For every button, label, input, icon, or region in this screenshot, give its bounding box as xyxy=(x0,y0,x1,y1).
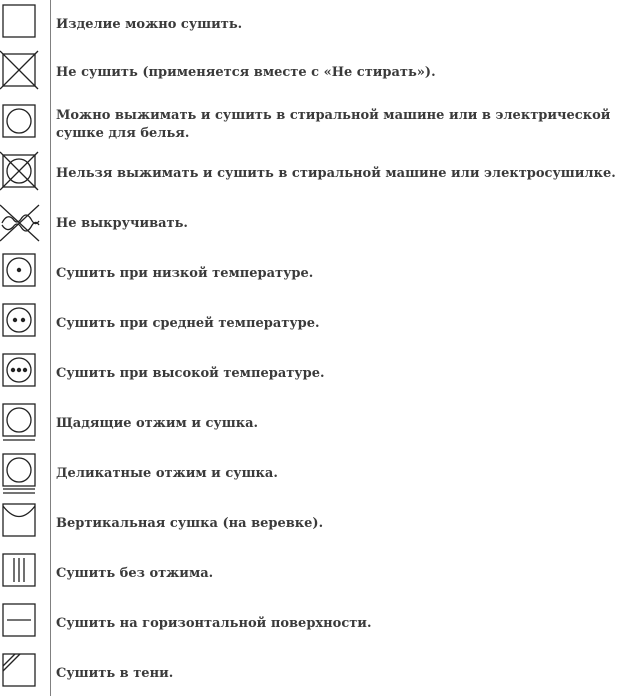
dry-medium-temp-icon xyxy=(0,299,50,349)
item-label: Сушить без отжима. xyxy=(56,566,214,581)
do-not-wring-icon xyxy=(0,199,50,249)
item-label: Изделие можно сушить. xyxy=(56,17,243,32)
item-label: Сушить в тени. xyxy=(56,666,174,681)
delicate-spin-dry-icon xyxy=(0,449,50,499)
item-label: Нельзя выжимать и сушить в стиральной машине или электросушилке. xyxy=(56,166,616,181)
list-item xyxy=(0,100,623,150)
dry-flat-icon xyxy=(0,599,50,649)
list-item xyxy=(0,449,623,499)
dry-low-temp-icon xyxy=(0,249,50,299)
list-item xyxy=(0,0,623,50)
item-label: Можно выжимать и сушить в стиральной машине или в электрической сушке для белья. xyxy=(56,108,611,141)
item-label: Не выкручивать. xyxy=(56,216,188,231)
list-item xyxy=(0,249,623,299)
item-label: Не сушить (применяется вместе с «Не стирать»). xyxy=(56,65,436,80)
item-label: Сушить при средней температуре. xyxy=(56,316,320,331)
line-dry-icon xyxy=(0,499,50,549)
list-item xyxy=(0,399,623,449)
do-not-dry-icon xyxy=(0,48,50,98)
tumble-dry-icon xyxy=(0,100,50,150)
list-item xyxy=(0,349,623,399)
do-not-tumble-dry-icon xyxy=(0,149,50,199)
tumble-dry-allowed-icon xyxy=(0,0,50,50)
dry-high-temp-icon xyxy=(0,349,50,399)
item-label: Вертикальная сушка (на веревке). xyxy=(56,516,324,531)
list-item xyxy=(0,599,623,649)
list-item xyxy=(0,48,623,98)
list-item xyxy=(0,199,623,249)
list-item xyxy=(0,299,623,349)
dry-in-shade-icon xyxy=(0,649,50,699)
item-label: Сушить при низкой температуре. xyxy=(56,266,314,281)
list-item xyxy=(0,649,623,699)
list-item xyxy=(0,499,623,549)
list-item xyxy=(0,549,623,599)
list-item xyxy=(0,149,623,199)
item-label: Сушить на горизонтальной поверхности. xyxy=(56,616,372,631)
gentle-spin-dry-icon xyxy=(0,399,50,449)
drip-dry-icon xyxy=(0,549,50,599)
item-label: Сушить при высокой температуре. xyxy=(56,366,325,381)
item-label: Деликатные отжим и сушка. xyxy=(56,466,278,481)
item-label: Щадящие отжим и сушка. xyxy=(56,416,259,431)
